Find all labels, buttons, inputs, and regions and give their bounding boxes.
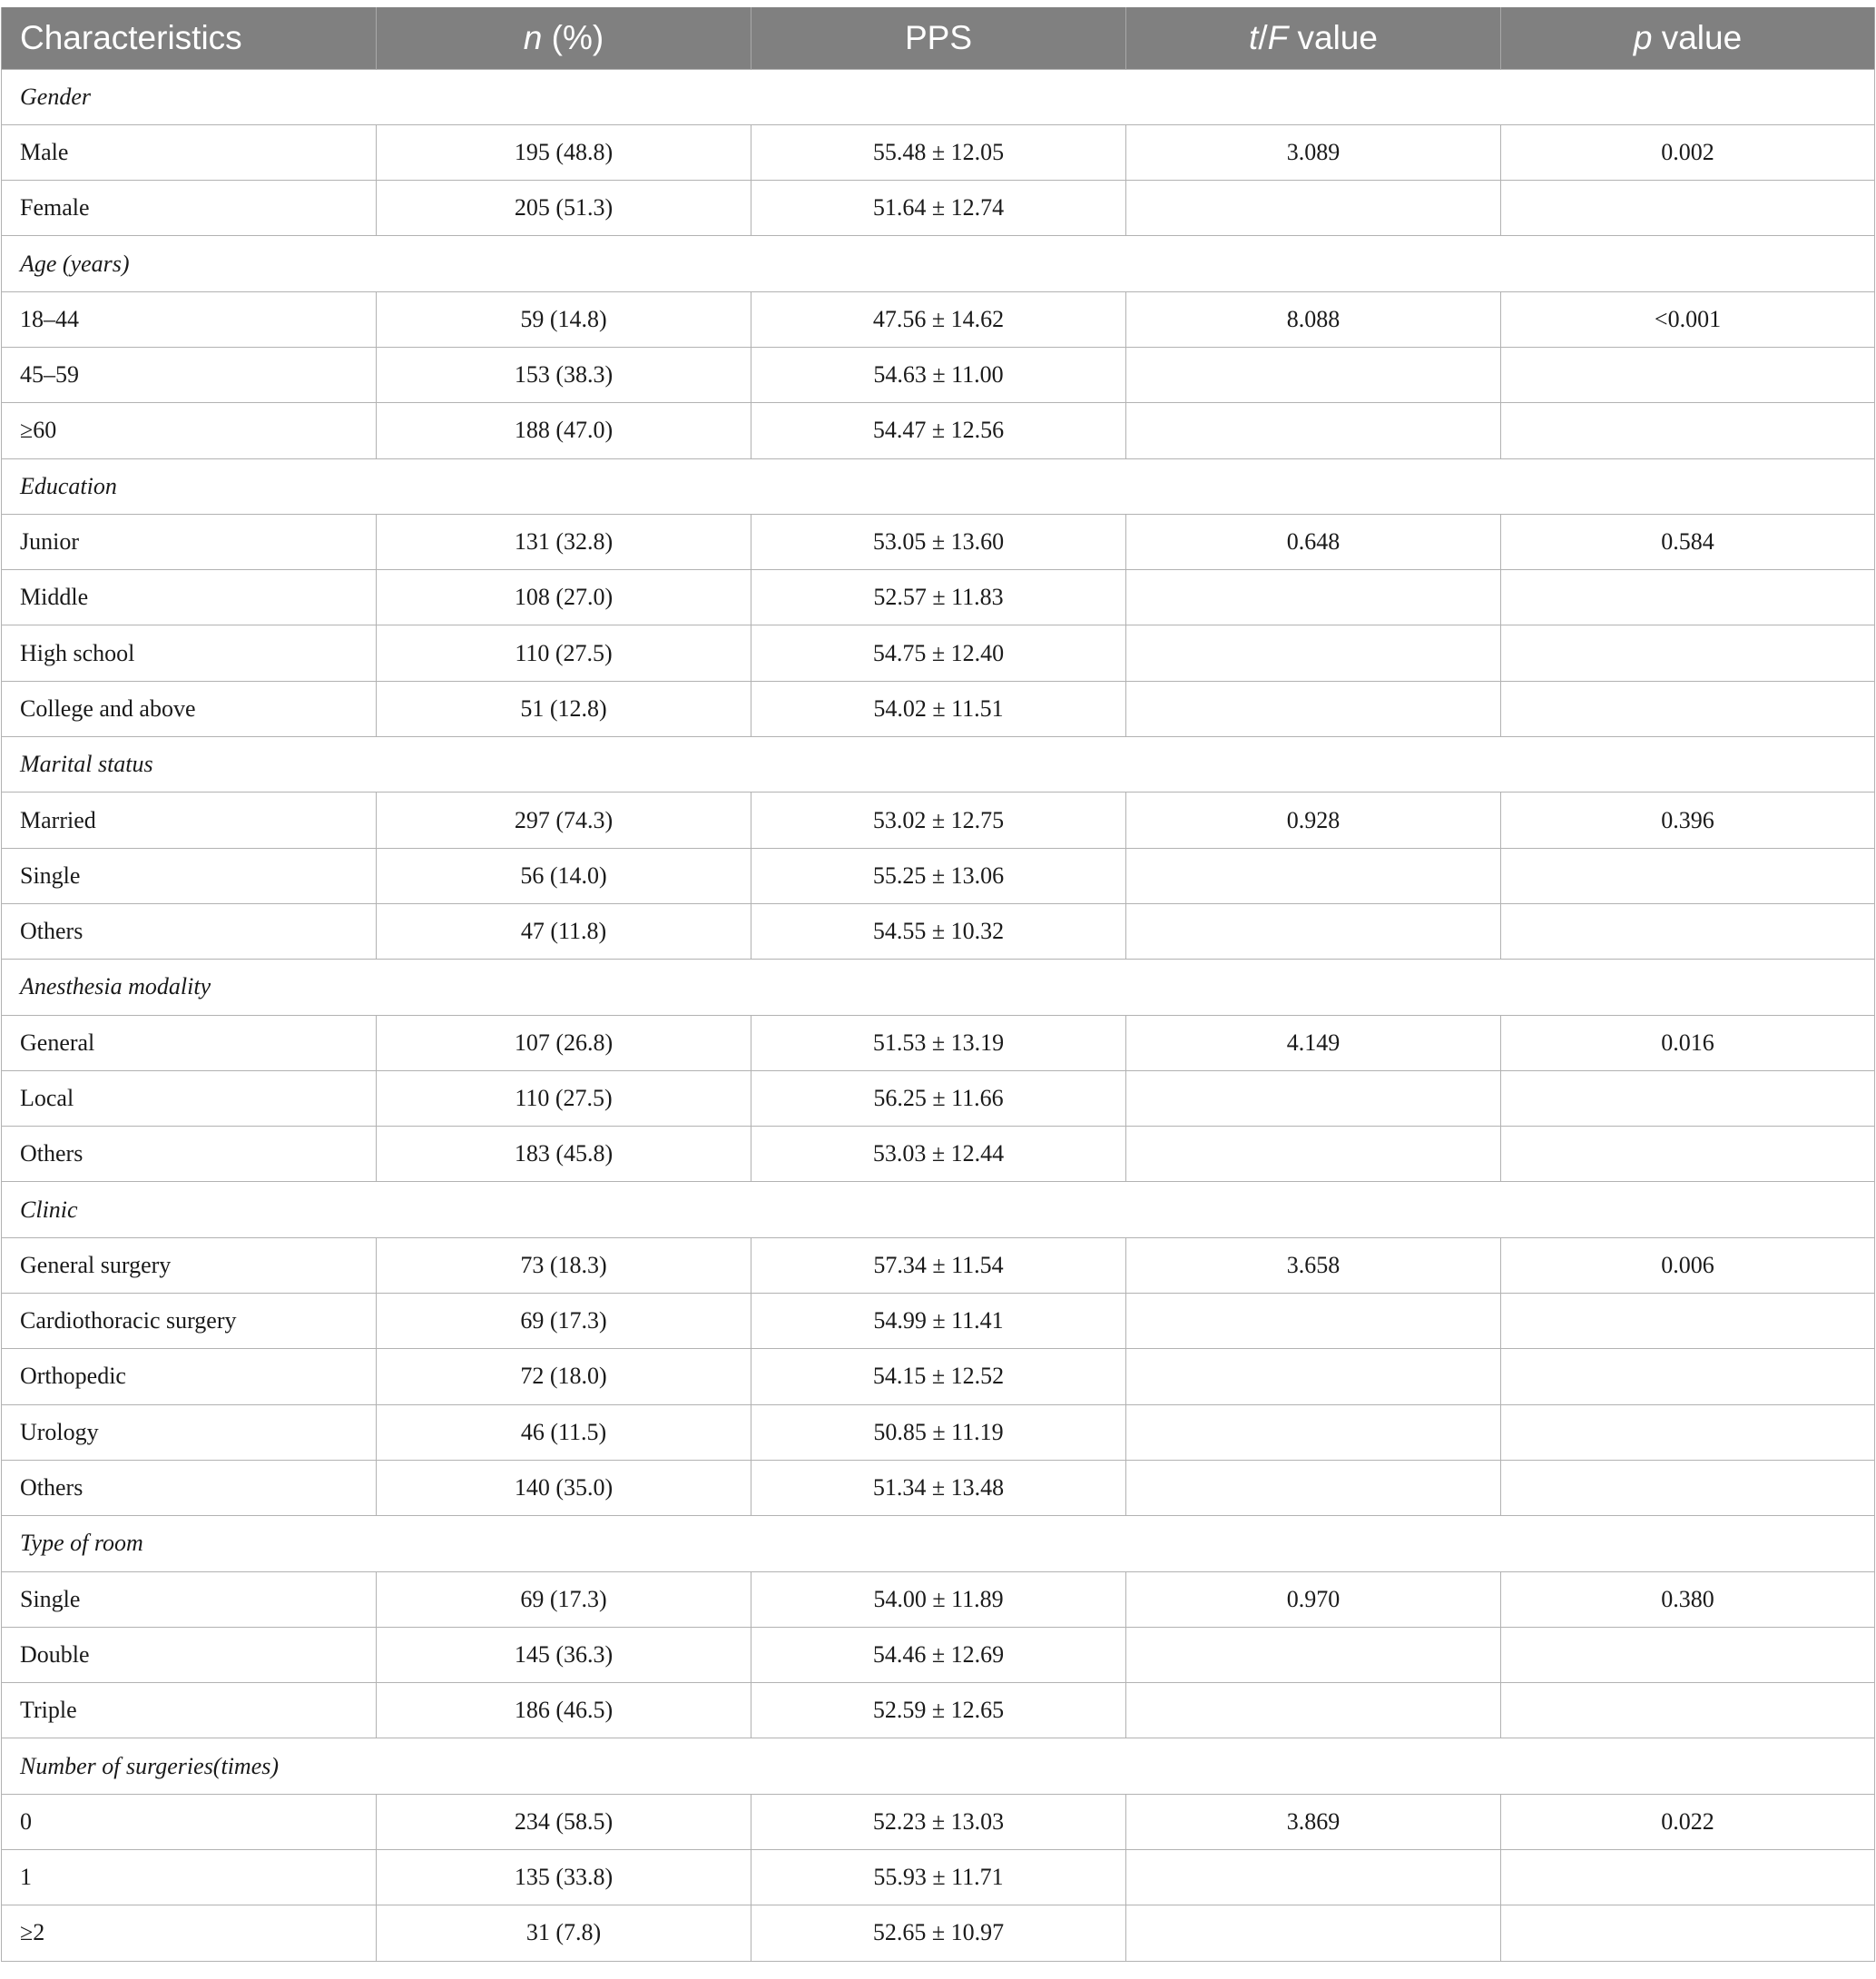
group-header-row <box>2 1516 1875 1571</box>
cell-p-value: 0.022 <box>1501 1794 1875 1849</box>
cell-tf-value <box>1126 1349 1501 1404</box>
cell-pps: 51.34 ± 13.48 <box>751 1460 1126 1515</box>
row-label: Married <box>2 793 377 848</box>
group-header-row <box>2 960 1875 1015</box>
cell-p-value <box>1501 1349 1875 1404</box>
cell-p-value <box>1501 1070 1875 1126</box>
cell-n-percent: 110 (27.5) <box>377 625 751 681</box>
cell-n-percent: 69 (17.3) <box>377 1571 751 1627</box>
cell-p-value <box>1501 903 1875 959</box>
row-label: Local <box>2 1070 377 1126</box>
cell-tf-value: 4.149 <box>1126 1015 1501 1070</box>
table-row <box>2 1571 1875 1627</box>
table-row <box>2 1294 1875 1349</box>
cell-tf-value <box>1126 181 1501 236</box>
cell-pps: 55.48 ± 12.05 <box>751 124 1126 180</box>
row-label: 45–59 <box>2 347 377 402</box>
cell-pps: 47.56 ± 14.62 <box>751 291 1126 347</box>
table-row <box>2 181 1875 236</box>
table-row <box>2 291 1875 347</box>
cell-n-percent: 108 (27.0) <box>377 570 751 625</box>
table-row <box>2 347 1875 402</box>
cell-pps: 55.93 ± 11.71 <box>751 1850 1126 1905</box>
group-label: Age (years) <box>2 236 1875 291</box>
cell-tf-value <box>1126 1850 1501 1905</box>
cell-n-percent: 140 (35.0) <box>377 1460 751 1515</box>
cell-n-percent: 135 (33.8) <box>377 1850 751 1905</box>
group-header-row <box>2 1182 1875 1237</box>
header-row <box>2 7 1875 69</box>
row-label: Urology <box>2 1404 377 1460</box>
table-row <box>2 1794 1875 1849</box>
cell-tf-value: 0.648 <box>1126 514 1501 569</box>
cell-p-value: 0.584 <box>1501 514 1875 569</box>
cell-n-percent: 297 (74.3) <box>377 793 751 848</box>
table-row <box>2 403 1875 458</box>
cell-tf-value <box>1126 681 1501 736</box>
row-label: General <box>2 1015 377 1070</box>
cell-p-value: 0.002 <box>1501 124 1875 180</box>
cell-pps: 53.05 ± 13.60 <box>751 514 1126 569</box>
cell-tf-value <box>1126 1294 1501 1349</box>
table-row <box>2 1127 1875 1182</box>
cell-p-value <box>1501 848 1875 903</box>
cell-tf-value <box>1126 1683 1501 1738</box>
cell-pps: 53.02 ± 12.75 <box>751 793 1126 848</box>
cell-p-value <box>1501 1627 1875 1682</box>
cell-pps: 54.47 ± 12.56 <box>751 403 1126 458</box>
cell-p-value <box>1501 1905 1875 1961</box>
header-n-percent: n (%) <box>377 7 751 69</box>
table-row <box>2 793 1875 848</box>
table-body <box>2 69 1875 1961</box>
cell-n-percent: 51 (12.8) <box>377 681 751 736</box>
cell-p-value <box>1501 1850 1875 1905</box>
cell-tf-value <box>1126 570 1501 625</box>
cell-n-percent: 31 (7.8) <box>377 1905 751 1961</box>
cell-tf-value <box>1126 1070 1501 1126</box>
cell-n-percent: 205 (51.3) <box>377 181 751 236</box>
group-label: Anesthesia modality <box>2 960 1875 1015</box>
cell-p-value: 0.380 <box>1501 1571 1875 1627</box>
cell-tf-value <box>1126 625 1501 681</box>
cell-p-value <box>1501 403 1875 458</box>
cell-pps: 53.03 ± 12.44 <box>751 1127 1126 1182</box>
table-row <box>2 1627 1875 1682</box>
group-header-row <box>2 1738 1875 1794</box>
row-label: 1 <box>2 1850 377 1905</box>
cell-p-value <box>1501 1460 1875 1515</box>
cell-tf-value: 8.088 <box>1126 291 1501 347</box>
cell-n-percent: 47 (11.8) <box>377 903 751 959</box>
cell-p-value <box>1501 1683 1875 1738</box>
group-label: Education <box>2 458 1875 514</box>
row-label: ≥60 <box>2 403 377 458</box>
row-label: Male <box>2 124 377 180</box>
cell-tf-value <box>1126 347 1501 402</box>
cell-pps: 54.63 ± 11.00 <box>751 347 1126 402</box>
cell-p-value <box>1501 570 1875 625</box>
cell-pps: 54.55 ± 10.32 <box>751 903 1126 959</box>
characteristics-table <box>1 7 1875 1962</box>
row-label: Others <box>2 903 377 959</box>
cell-tf-value <box>1126 903 1501 959</box>
cell-pps: 55.25 ± 13.06 <box>751 848 1126 903</box>
table-row <box>2 1349 1875 1404</box>
table-row <box>2 1404 1875 1460</box>
cell-tf-value: 0.928 <box>1126 793 1501 848</box>
row-label: Junior <box>2 514 377 569</box>
cell-p-value: 0.016 <box>1501 1015 1875 1070</box>
cell-pps: 54.99 ± 11.41 <box>751 1294 1126 1349</box>
row-label: General surgery <box>2 1237 377 1293</box>
cell-pps: 50.85 ± 11.19 <box>751 1404 1126 1460</box>
table-row <box>2 124 1875 180</box>
header-tf-value: t/F value <box>1126 7 1501 69</box>
table-row <box>2 1070 1875 1126</box>
cell-tf-value: 3.869 <box>1126 1794 1501 1849</box>
cell-n-percent: 69 (17.3) <box>377 1294 751 1349</box>
cell-tf-value <box>1126 1127 1501 1182</box>
cell-pps: 54.75 ± 12.40 <box>751 625 1126 681</box>
cell-tf-value <box>1126 1905 1501 1961</box>
row-label: Others <box>2 1127 377 1182</box>
group-header-row <box>2 69 1875 124</box>
cell-n-percent: 131 (32.8) <box>377 514 751 569</box>
cell-n-percent: 195 (48.8) <box>377 124 751 180</box>
group-header-row <box>2 458 1875 514</box>
row-label: Single <box>2 1571 377 1627</box>
group-label: Clinic <box>2 1182 1875 1237</box>
cell-n-percent: 56 (14.0) <box>377 848 751 903</box>
table-row <box>2 1683 1875 1738</box>
group-label: Type of room <box>2 1516 1875 1571</box>
cell-p-value <box>1501 1127 1875 1182</box>
table-header <box>2 7 1875 69</box>
row-label: High school <box>2 625 377 681</box>
cell-p-value: <0.001 <box>1501 291 1875 347</box>
cell-n-percent: 46 (11.5) <box>377 1404 751 1460</box>
cell-pps: 52.23 ± 13.03 <box>751 1794 1126 1849</box>
cell-n-percent: 110 (27.5) <box>377 1070 751 1126</box>
cell-tf-value <box>1126 1627 1501 1682</box>
cell-pps: 56.25 ± 11.66 <box>751 1070 1126 1126</box>
table-row <box>2 514 1875 569</box>
group-header-row <box>2 737 1875 793</box>
table-row <box>2 1905 1875 1961</box>
row-label: 18–44 <box>2 291 377 347</box>
header-pps: PPS <box>751 7 1126 69</box>
group-header-row <box>2 236 1875 291</box>
cell-tf-value: 0.970 <box>1126 1571 1501 1627</box>
cell-p-value: 0.396 <box>1501 793 1875 848</box>
header-p-value: p value <box>1501 7 1875 69</box>
row-label: Cardiothoracic surgery <box>2 1294 377 1349</box>
cell-n-percent: 183 (45.8) <box>377 1127 751 1182</box>
cell-n-percent: 188 (47.0) <box>377 403 751 458</box>
row-label: Female <box>2 181 377 236</box>
cell-p-value <box>1501 181 1875 236</box>
cell-p-value <box>1501 681 1875 736</box>
table-row <box>2 1237 1875 1293</box>
cell-n-percent: 107 (26.8) <box>377 1015 751 1070</box>
cell-p-value <box>1501 347 1875 402</box>
cell-p-value <box>1501 1294 1875 1349</box>
cell-pps: 52.59 ± 12.65 <box>751 1683 1126 1738</box>
cell-p-value <box>1501 625 1875 681</box>
table-row <box>2 681 1875 736</box>
row-label: Single <box>2 848 377 903</box>
cell-n-percent: 234 (58.5) <box>377 1794 751 1849</box>
table-row <box>2 1460 1875 1515</box>
row-label: Orthopedic <box>2 1349 377 1404</box>
cell-pps: 51.53 ± 13.19 <box>751 1015 1126 1070</box>
table-row <box>2 848 1875 903</box>
cell-pps: 52.65 ± 10.97 <box>751 1905 1126 1961</box>
cell-p-value <box>1501 1404 1875 1460</box>
table-row <box>2 1850 1875 1905</box>
cell-tf-value <box>1126 848 1501 903</box>
cell-n-percent: 59 (14.8) <box>377 291 751 347</box>
cell-pps: 57.34 ± 11.54 <box>751 1237 1126 1293</box>
cell-tf-value: 3.658 <box>1126 1237 1501 1293</box>
cell-tf-value <box>1126 1460 1501 1515</box>
cell-tf-value: 3.089 <box>1126 124 1501 180</box>
group-label: Number of surgeries(times) <box>2 1738 1875 1794</box>
cell-pps: 51.64 ± 12.74 <box>751 181 1126 236</box>
row-label: ≥2 <box>2 1905 377 1961</box>
table-row <box>2 570 1875 625</box>
cell-n-percent: 186 (46.5) <box>377 1683 751 1738</box>
table-row <box>2 625 1875 681</box>
cell-n-percent: 153 (38.3) <box>377 347 751 402</box>
row-label: 0 <box>2 1794 377 1849</box>
cell-pps: 54.15 ± 12.52 <box>751 1349 1126 1404</box>
cell-n-percent: 145 (36.3) <box>377 1627 751 1682</box>
cell-tf-value <box>1126 1404 1501 1460</box>
cell-pps: 52.57 ± 11.83 <box>751 570 1126 625</box>
group-label: Gender <box>2 69 1875 124</box>
table-row <box>2 903 1875 959</box>
cell-pps: 54.46 ± 12.69 <box>751 1627 1126 1682</box>
cell-n-percent: 72 (18.0) <box>377 1349 751 1404</box>
row-label: Triple <box>2 1683 377 1738</box>
header-characteristics: Characteristics <box>2 7 377 69</box>
cell-pps: 54.00 ± 11.89 <box>751 1571 1126 1627</box>
cell-p-value: 0.006 <box>1501 1237 1875 1293</box>
row-label: Middle <box>2 570 377 625</box>
row-label: College and above <box>2 681 377 736</box>
cell-tf-value <box>1126 403 1501 458</box>
table-row <box>2 1015 1875 1070</box>
cell-n-percent: 73 (18.3) <box>377 1237 751 1293</box>
row-label: Others <box>2 1460 377 1515</box>
cell-pps: 54.02 ± 11.51 <box>751 681 1126 736</box>
group-label: Marital status <box>2 737 1875 793</box>
row-label: Double <box>2 1627 377 1682</box>
